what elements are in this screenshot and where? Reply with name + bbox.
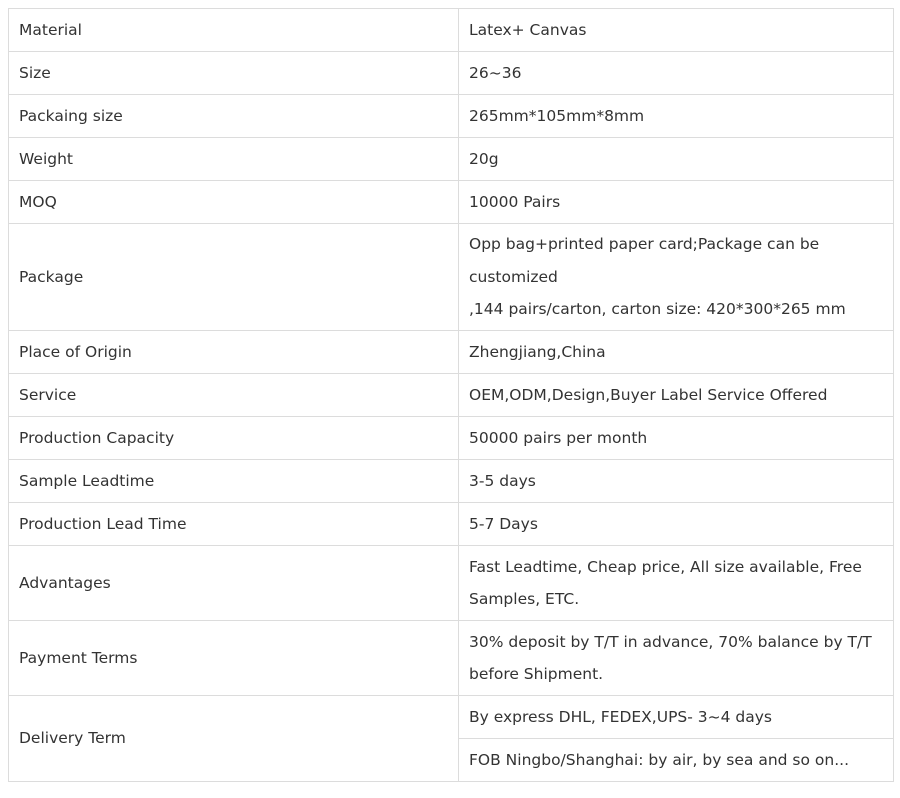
value-line: customized xyxy=(469,267,558,286)
row-value: By express DHL, FEDEX,UPS- 3~4 days xyxy=(459,696,894,739)
row-value: Latex+ Canvas xyxy=(459,9,894,52)
row-label: Payment Terms xyxy=(9,621,459,696)
row-label: Sample Leadtime xyxy=(9,460,459,503)
value-line: before Shipment. xyxy=(469,665,604,683)
table-row xyxy=(9,696,894,739)
table-row xyxy=(9,331,894,374)
row-value: FOB Ningbo/Shanghai: by air, by sea and so on... xyxy=(459,739,894,782)
table-row xyxy=(9,224,894,331)
table-row xyxy=(9,374,894,417)
table-row xyxy=(9,621,894,696)
row-label: MOQ xyxy=(9,181,459,224)
row-value: 3-5 days xyxy=(459,460,894,503)
row-label: Advantages xyxy=(9,546,459,621)
table-row xyxy=(9,95,894,138)
table-row xyxy=(9,181,894,224)
value-line: Opp bag+printed paper card;Package can be xyxy=(469,235,820,254)
table-row xyxy=(9,9,894,52)
row-label: Delivery Term xyxy=(9,696,459,782)
row-label: Weight xyxy=(9,138,459,181)
row-value: 10000 Pairs xyxy=(459,181,894,224)
row-value xyxy=(459,224,894,331)
row-value: 26~36 xyxy=(459,52,894,95)
row-label: Material xyxy=(9,9,459,52)
row-label: Production Lead Time xyxy=(9,503,459,546)
row-value: 50000 pairs per month xyxy=(459,417,894,460)
table-row xyxy=(9,503,894,546)
row-label: Package xyxy=(9,224,459,331)
value-line: Fast Leadtime, Cheap price, All size available, Free xyxy=(469,557,862,576)
value-line: ,144 pairs/carton, carton size: 420*300*265 mm xyxy=(469,300,846,319)
row-label: Service xyxy=(9,374,459,417)
table-row xyxy=(9,417,894,460)
value-line: Samples, ETC. xyxy=(469,590,580,608)
row-value: 5-7 Days xyxy=(459,503,894,546)
row-value: 20g xyxy=(459,138,894,181)
row-value: 265mm*105mm*8mm xyxy=(459,95,894,138)
row-label: Packaing size xyxy=(9,95,459,138)
table-row xyxy=(9,52,894,95)
spec-table xyxy=(8,8,894,782)
row-value: OEM,ODM,Design,Buyer Label Service Offered xyxy=(459,374,894,417)
table-row xyxy=(9,138,894,181)
row-label: Production Capacity xyxy=(9,417,459,460)
row-label: Size xyxy=(9,52,459,95)
value-line: 30% deposit by T/T in advance, 70% balance by T/T xyxy=(469,632,872,651)
table-row xyxy=(9,460,894,503)
row-label: Place of Origin xyxy=(9,331,459,374)
row-value: Zhengjiang,China xyxy=(459,331,894,374)
table-row xyxy=(9,546,894,621)
row-value xyxy=(459,546,894,621)
row-value xyxy=(459,621,894,696)
